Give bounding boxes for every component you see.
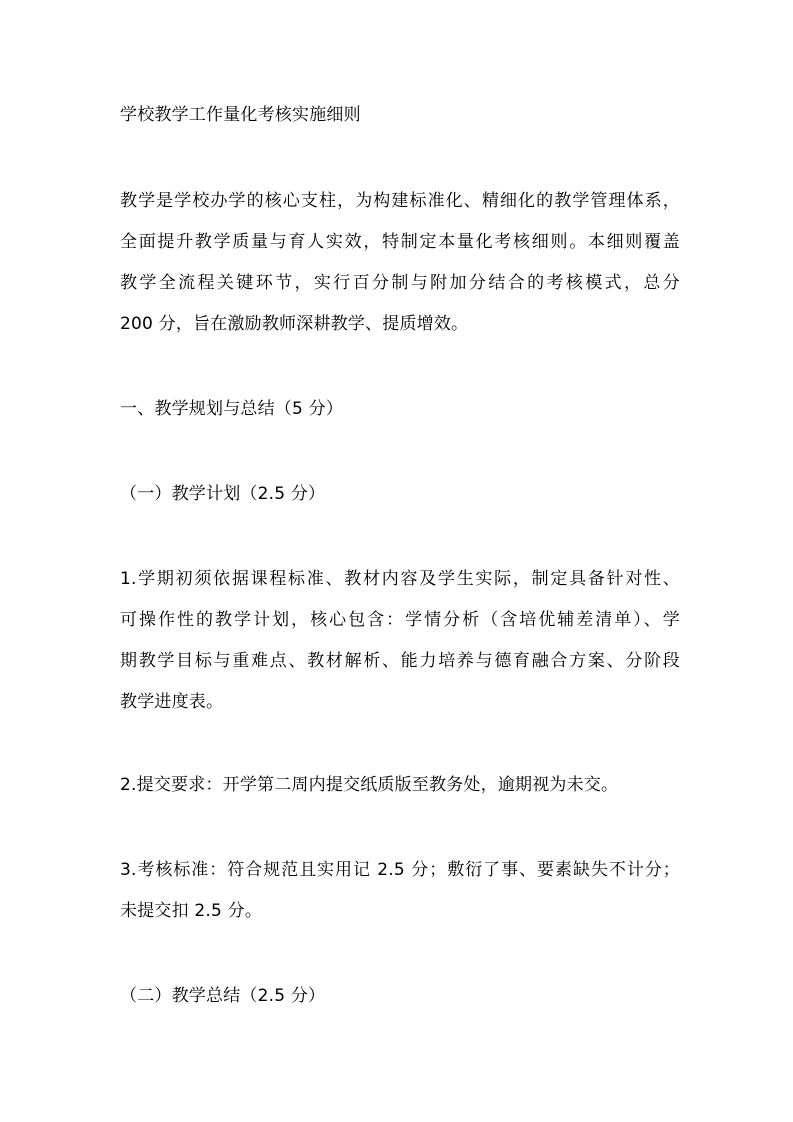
item-3-line-2: 未提交扣 2.5 分。	[120, 901, 263, 921]
intro-line-2: 全面提升教学质量与育人实效，特制定本量化考核细则。本细则覆盖	[120, 232, 680, 252]
item-3-line-1: 3.考核标准：符合规范且实用记 2.5 分；敷衍了事、要素缺失不计分；	[120, 860, 680, 880]
intro-line-4: 200 分，旨在激励教师深耕教学、提质增效。	[120, 314, 469, 334]
document-title: 学校教学工作量化考核实施细则	[120, 105, 361, 125]
item-1-line-3: 期教学目标与重难点、教材解析、能力培养与德育融合方案、分阶段	[120, 651, 680, 671]
item-1-line-4: 教学进度表。	[120, 692, 224, 712]
item-1-line-1: 1.学期初须依据课程标准、教材内容及学生实际，制定具备针对性、	[120, 569, 680, 589]
item-2-line: 2.提交要求：开学第二周内提交纸质版至教务处，逾期视为未交。	[120, 775, 619, 795]
subsection-1-heading: （一）教学计划（2.5 分）	[120, 484, 326, 504]
item-1-line-2: 可操作性的教学计划，核心包含：学情分析（含培优辅差清单）、学	[120, 610, 680, 630]
intro-line-3: 教学全流程关键环节，实行百分制与附加分结合的考核模式，总分	[120, 273, 680, 293]
intro-line-1: 教学是学校办学的核心支柱，为构建标准化、精细化的教学管理体系，	[120, 191, 680, 211]
subsection-2-heading: （二）教学总结（2.5 分）	[120, 986, 326, 1006]
section-1-heading: 一、教学规划与总结（5 分）	[120, 399, 344, 419]
